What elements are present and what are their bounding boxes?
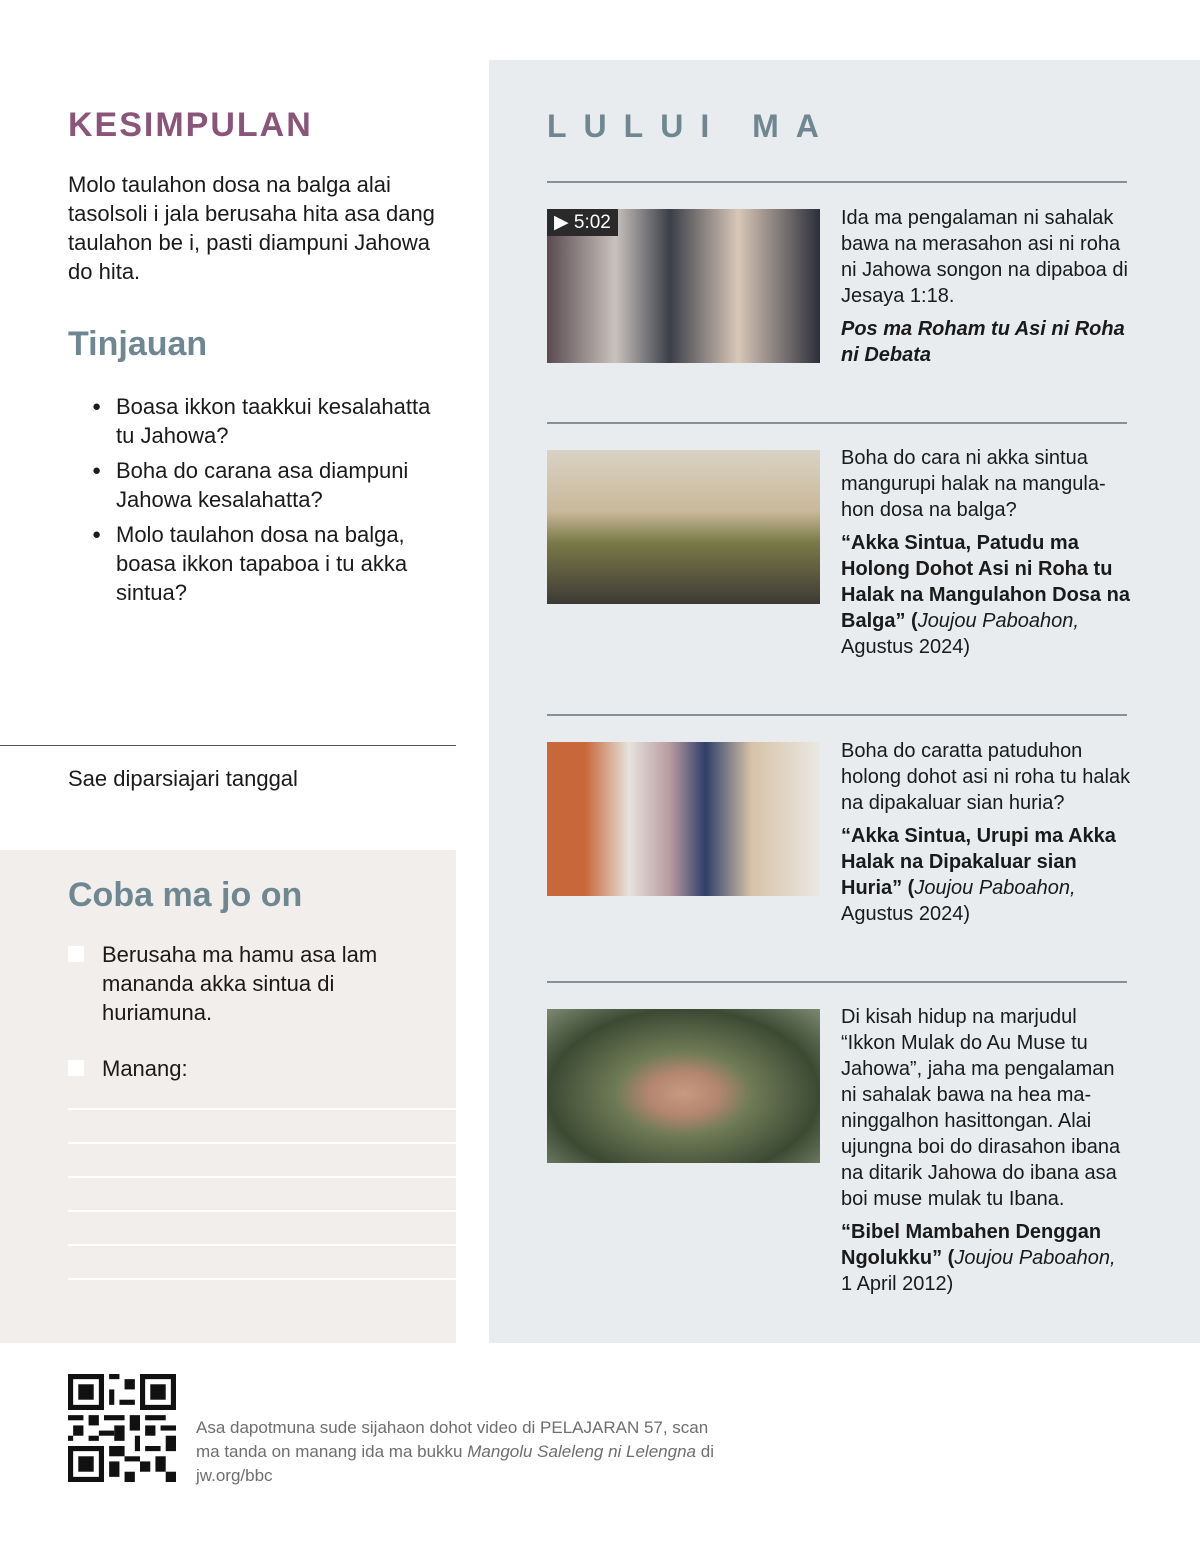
review-item: ● Boha do carana asa diampuni Jahowa kesalahatta? <box>92 456 452 514</box>
review-title: Tinjauan <box>68 325 208 363</box>
write-line[interactable] <box>68 1176 456 1178</box>
divider <box>547 181 1127 183</box>
write-line[interactable] <box>68 1142 456 1144</box>
website-link[interactable]: di jw.org/bbc <box>196 1442 714 1485</box>
divider <box>547 714 1127 716</box>
video-thumbnail[interactable] <box>547 209 820 363</box>
video-link[interactable]: Pos ma Roham tu Asi ni Roha ni Debata <box>841 318 1125 366</box>
item-description: Ida ma pengalaman ni sahalak bawa na merasahon asi ni roha ni Jahowa songon na dipaboa di Jesaya 1:18. <box>841 207 1128 307</box>
write-line[interactable] <box>68 1210 456 1212</box>
explore-item <box>841 205 1131 368</box>
item-description: Di kisah hidup na marjudul “Ikkon Mulak do Au Muse tu Jahowa”, jaha ma pengalaman ni sahalak bawa na hea maninggalhon hasittongan. Alai ujungna boi do dirasahon ibana na ditarik Jahowa do ibana asa boi muse mulak tu Ibana. <box>841 1006 1121 1210</box>
explore-item <box>841 1004 1131 1297</box>
section-title-lului-ma: LULUI MA <box>547 108 836 144</box>
section-title-kesimpulan: KESIMPULAN <box>68 106 313 144</box>
article-link[interactable]: “Bibel Mambahen Denggan Ngolukku” (Joujou Paboahon, 1 April 2012) <box>841 1221 1116 1295</box>
play-icon: ▶ <box>554 212 574 233</box>
try-this-box <box>0 850 456 1343</box>
item-description: Boha do cara ni akka sintua mangurupi halak na mangulahon dosa na balga? <box>841 447 1106 521</box>
video-duration-badge: ▶ 5:02 <box>547 209 618 236</box>
explore-item <box>841 445 1131 660</box>
try-item: Manang: <box>102 1056 188 1081</box>
write-line[interactable] <box>68 1244 456 1246</box>
checkbox[interactable] <box>68 946 84 962</box>
studied-date-label: Sae diparsiajari tanggal <box>68 766 298 791</box>
review-list <box>92 392 452 613</box>
summary-text: Molo taulahon dosa na balga alai tasolsoli i jala berusaha hita asa dang taulahon be i, pasti diampuni Jahowa do hita. <box>68 172 435 284</box>
divider <box>0 745 456 746</box>
write-line[interactable] <box>68 1108 456 1110</box>
article-image[interactable] <box>547 450 820 604</box>
divider <box>547 981 1127 983</box>
book-title: Mangolu Saleleng ni Lelengna <box>467 1442 696 1461</box>
checkbox[interactable] <box>68 1060 84 1076</box>
article-link[interactable]: “Akka Sintua, Patudu ma Holong Dohot Asi ni Roha tu Halak na Mangulahon Dosa na Balga” (Joujou Paboahon, Agustus 2024) <box>841 532 1130 658</box>
qr-code[interactable] <box>68 1374 176 1482</box>
divider <box>547 422 1127 424</box>
try-item: Berusaha ma hamu asa lam mananda akka sintua di huriamuna. <box>102 942 378 1025</box>
article-image[interactable] <box>547 1009 820 1163</box>
try-title: Coba ma jo on <box>68 876 303 914</box>
item-description: Boha do caratta patuduhon holong dohot asi ni roha tu halak na dipakaluar sian huria? <box>841 740 1131 814</box>
write-line[interactable] <box>68 1278 456 1280</box>
explore-item <box>841 738 1131 927</box>
review-item: ● Molo taulahon dosa na balga, boasa ikkon tapaboa i tu akka sintua? <box>92 520 452 607</box>
review-item: ● Boasa ikkon taakkui kesalahatta tu Jahowa? <box>92 392 452 450</box>
article-link[interactable]: “Akka Sintua, Urupi ma Akka Halak na Dipakaluar sian Huria” (Joujou Paboahon, Agustus 2024) <box>841 825 1116 925</box>
footer-note: Asa dapotmuna sude sijahaon dohot video di PELAJARAN 57, scan ma tanda on manang ida ma bukku Mangolu Saleleng ni Lelengna di jw.org/bbc <box>196 1418 714 1485</box>
article-image[interactable] <box>547 742 820 896</box>
